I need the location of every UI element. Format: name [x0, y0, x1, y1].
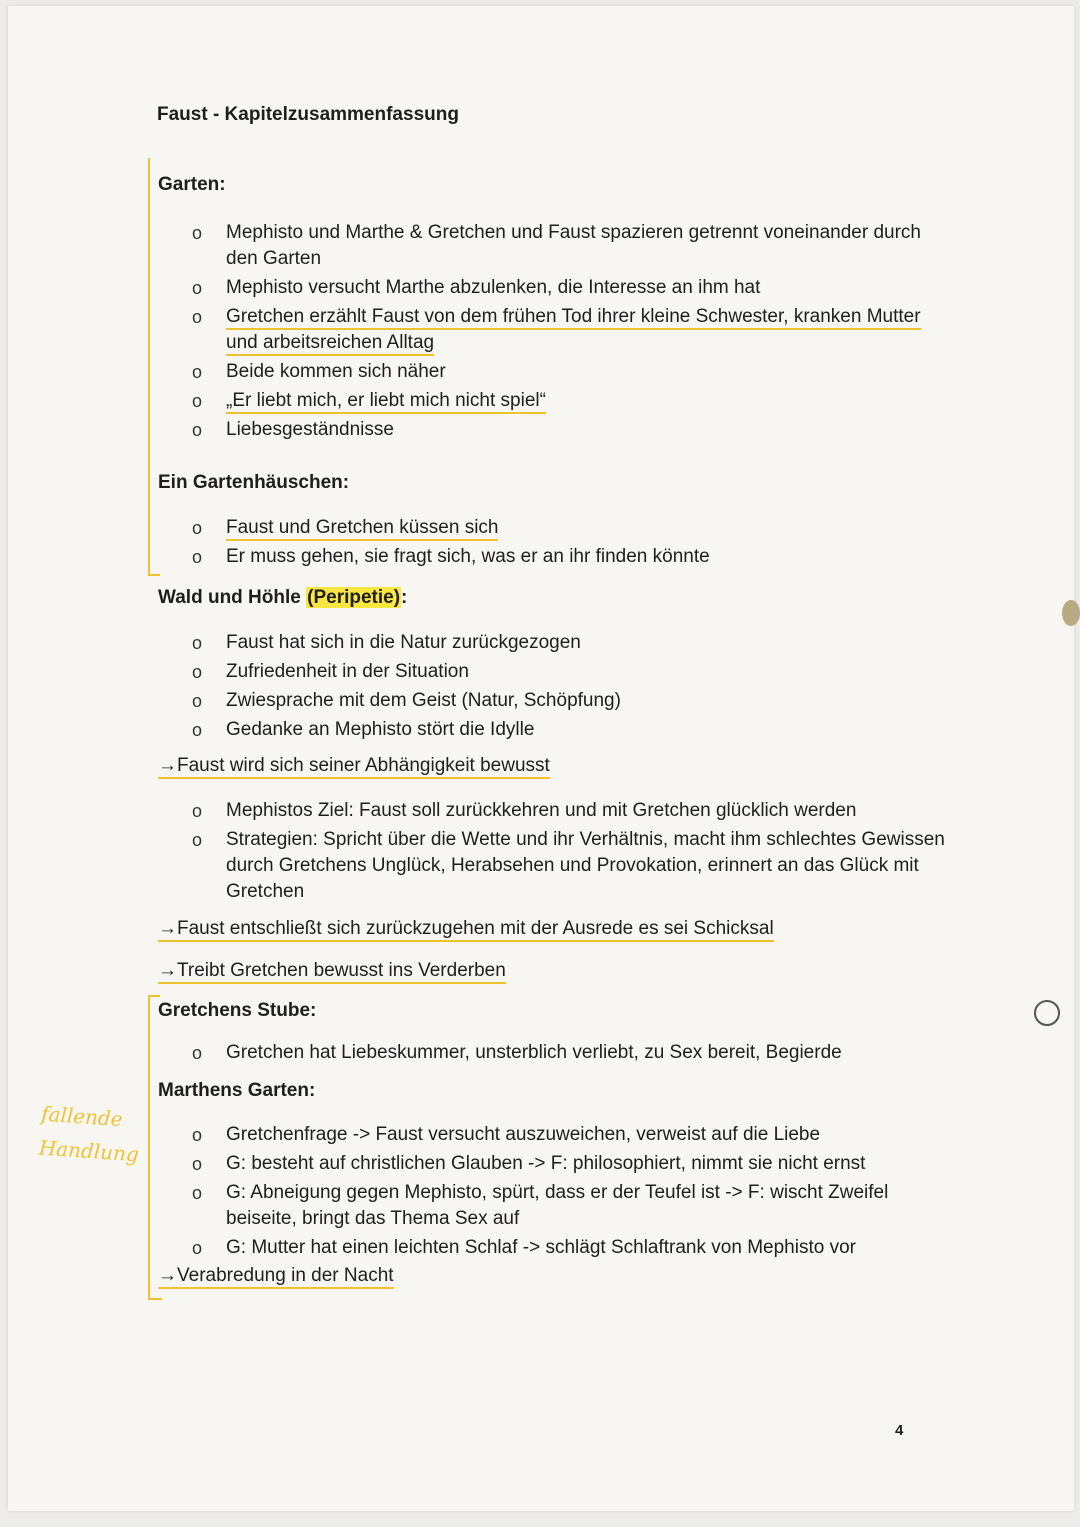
section-title-garten: Garten:: [158, 174, 226, 195]
list-item: o Zufriedenheit in der Situation: [190, 659, 950, 685]
bracket-line: [148, 158, 150, 576]
title-text: Wald und Höhle: [158, 587, 301, 608]
conclusion-line: [158, 960, 506, 982]
underlined-text: Gretchen erzählt Faust von dem frühen Tod ihrer kleine Schwester, kranken Mutter und arbeitsreichen Alltag: [226, 306, 921, 356]
list-item: o Mephisto und Marthe & Gretchen und Faust spazieren getrennt voneinander durch den Garten: [190, 220, 950, 272]
list-item: o G: Abneigung gegen Mephisto, spürt, dass er der Teufel ist -> F: wischt Zweifel beiseite, bringt das Thema Sex auf: [190, 1180, 950, 1232]
underlined-text: „Er liebt mich, er liebt mich nicht spiel“: [226, 390, 546, 414]
list-item: o Zwiesprache mit dem Geist (Natur, Schöpfung): [190, 688, 950, 714]
conclusion-line: [158, 918, 774, 940]
list-item: [190, 304, 950, 356]
section-title-stube: Gretchens Stube:: [158, 1000, 317, 1021]
list-item: o Strategien: Spricht über die Wette und ihr Verhältnis, macht ihm schlechtes Gewissen durch Gretchens Unglück, Herabsehen und Provokation, erinnert an das Glück mit Gretchen: [190, 827, 950, 905]
list-item: o Gretchenfrage -> Faust versucht auszuweichen, verweist auf die Liebe: [190, 1122, 950, 1148]
list-stube: [190, 1040, 950, 1069]
list-gartenhaeuschen: [190, 515, 950, 573]
underlined-text: Faust und Gretchen küssen sich: [226, 517, 498, 541]
underlined-text: →Treibt Gretchen bewusst ins Verderben: [158, 960, 506, 984]
list-item: o G: Mutter hat einen leichten Schlaf -> schlägt Schlaftrank von Mephisto vor: [190, 1235, 950, 1261]
section-title-wald: [158, 587, 407, 609]
list-item: [190, 388, 950, 414]
page-header: Faust - Kapitelzusammenfassung: [157, 104, 459, 125]
peripetie-highlight: (Peripetie): [307, 587, 401, 608]
conclusion-line: [158, 755, 550, 777]
list-item: o Er muss gehen, sie fragt sich, was er an ihr finden könnte: [190, 544, 950, 570]
list-item: o Mephisto versucht Marthe abzulenken, die Interesse an ihm hat: [190, 275, 950, 301]
list-item: o Liebesgeständnisse: [190, 417, 950, 443]
margin-note-line: Handlung: [38, 1135, 140, 1167]
section-title-gartenhaeuschen: Ein Gartenhäuschen:: [158, 472, 350, 493]
punch-hole-mark: [1034, 1000, 1060, 1026]
bracket-line: [148, 1298, 162, 1300]
list-wald-2: [190, 798, 950, 908]
list-item: o Gretchen hat Liebeskummer, unsterblich verliebt, zu Sex bereit, Begierde: [190, 1040, 950, 1066]
list-wald: [190, 630, 950, 746]
bracket-line: [148, 995, 150, 1300]
underlined-text: →Verabredung in der Nacht: [158, 1265, 394, 1289]
underlined-text: →Faust wird sich seiner Abhängigkeit bewusst: [158, 755, 550, 779]
section-title-marthe: Marthens Garten:: [158, 1080, 316, 1101]
list-marthe: [190, 1122, 950, 1264]
bracket-line: [148, 995, 160, 997]
list-item: [190, 515, 950, 541]
list-item: o Beide kommen sich näher: [190, 359, 950, 385]
list-item: o G: besteht auf christlichen Glauben -> F: philosophiert, nimmt sie nicht ernst: [190, 1151, 950, 1177]
title-suffix: :: [401, 587, 408, 608]
page-number: 4: [895, 1422, 904, 1439]
underlined-text: →Faust entschließt sich zurückzugehen mit der Ausrede es sei Schicksal: [158, 918, 774, 942]
bracket-line: [148, 574, 160, 576]
list-garten: [190, 220, 950, 446]
conclusion-line: [158, 1265, 394, 1287]
list-item: o Mephistos Ziel: Faust soll zurückkehren und mit Gretchen glücklich werden: [190, 798, 950, 824]
margin-note: [38, 1097, 143, 1172]
punch-hole-mark: [1062, 600, 1080, 626]
margin-note-line: fallende: [40, 1101, 124, 1132]
list-item: o Faust hat sich in die Natur zurückgezogen: [190, 630, 950, 656]
list-item: o Gedanke an Mephisto stört die Idylle: [190, 717, 950, 743]
